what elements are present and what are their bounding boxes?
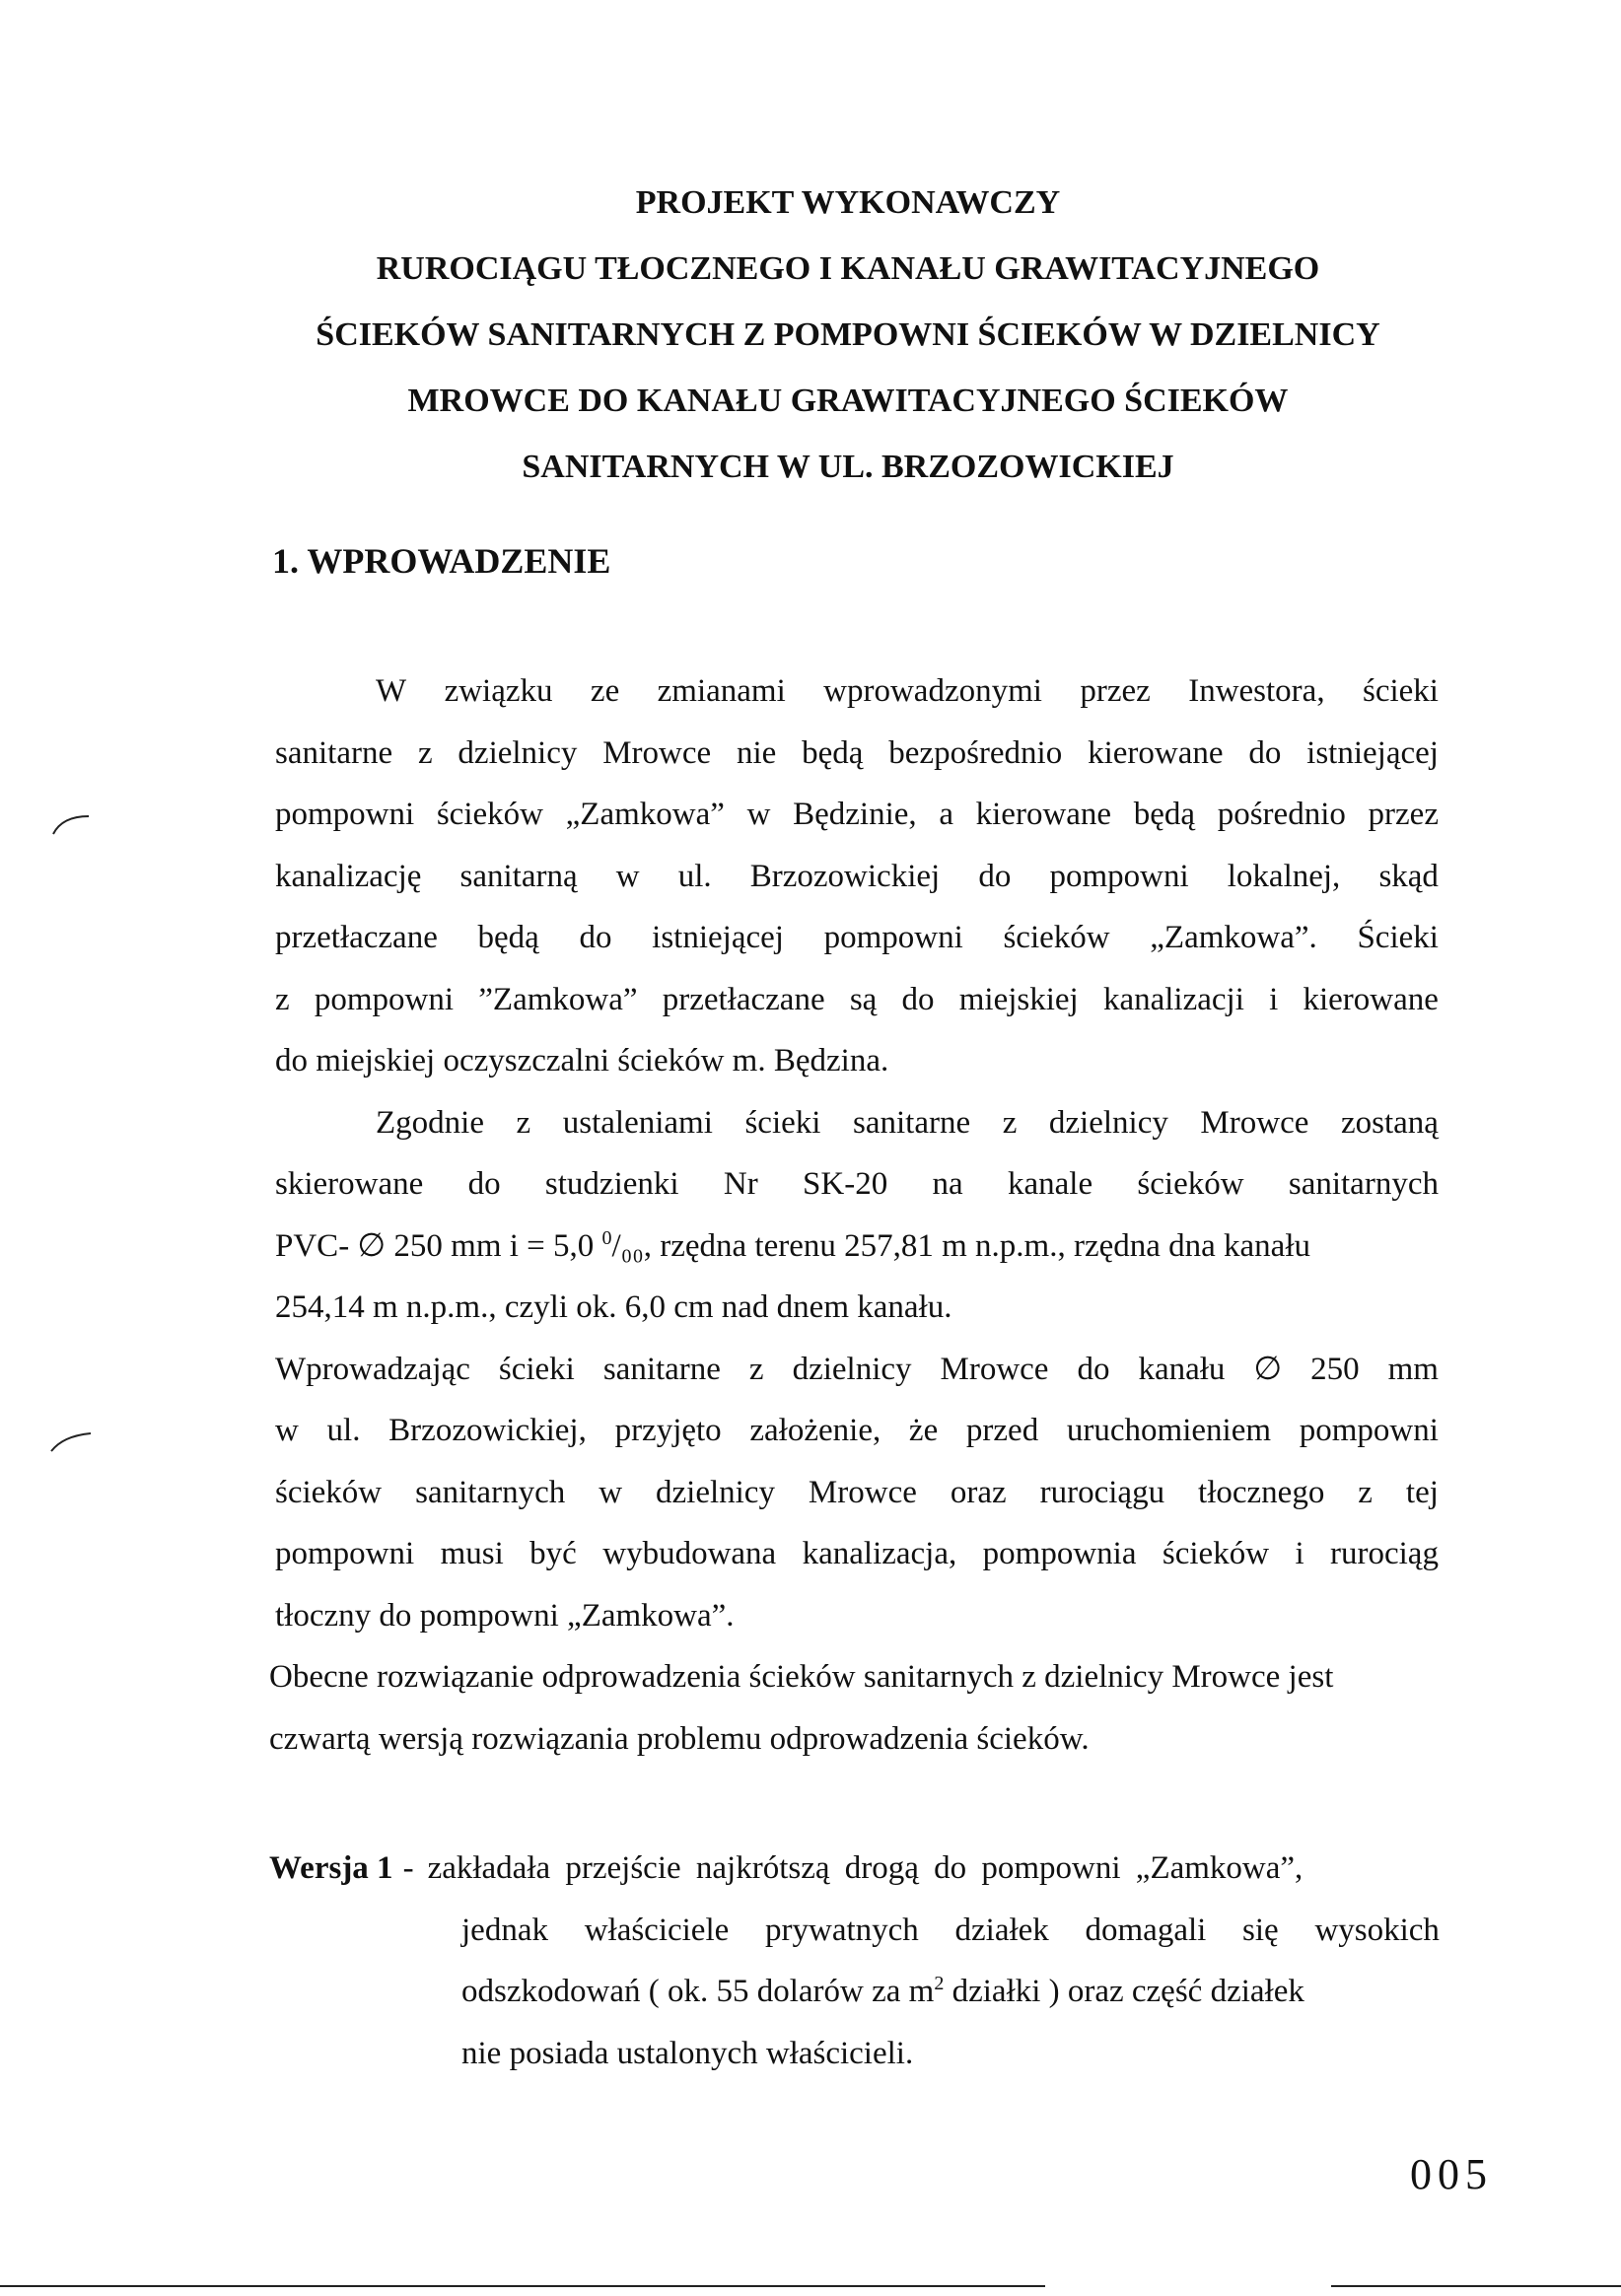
title-line: RUROCIĄGU TŁOCZNEGO I KANAŁU GRAWITACYJNEGO bbox=[376, 250, 1320, 287]
paragraph-line: w ul. Brzozowickiej, przyjęto założenie, że przed uruchomieniem pompowni bbox=[275, 1413, 1439, 1448]
paragraph-line: czwartą wersją rozwiązania problemu odprowadzenia ścieków. bbox=[269, 1720, 1090, 1757]
paragraph-line: pompowni musi być wybudowana kanalizacja, pompownia ścieków i rurociąg bbox=[275, 1536, 1439, 1571]
formula-after: , rzędna terenu 257,81 m n.p.m., rzędna dna kanału bbox=[643, 1227, 1310, 1264]
square-sup: 2 bbox=[934, 1973, 945, 1994]
title-line: MROWCE DO KANAŁU GRAWITACYJNEGO ŚCIEKÓW bbox=[407, 383, 1289, 419]
version-dash: - bbox=[402, 1850, 414, 1886]
bottom-scan-edge bbox=[0, 2285, 1045, 2287]
paragraph-line: z pompowni ”Zamkowa” przetłaczane są do miejskiej kanalizacji i kierowane bbox=[275, 981, 1439, 1017]
version-list bbox=[269, 1838, 1440, 2084]
paragraph-line: pompowni ścieków „Zamkowa” w Będzinie, a kierowane będą pośrednio przez bbox=[275, 797, 1439, 832]
paragraph-line: Wprowadzając ścieki sanitarne z dzielnicy Mrowce do kanału ∅ 250 mm bbox=[275, 1351, 1439, 1387]
version-line-sup bbox=[269, 1961, 1440, 2023]
paragraph-line: Zgodnie z ustaleniami ścieki sanitarne z dzielnicy Mrowce zostaną bbox=[376, 1104, 1439, 1141]
per-mille-sub: /₀₀ bbox=[611, 1227, 644, 1264]
title-line: SANITARNYCH W UL. BRZOZOWICKIEJ bbox=[522, 449, 1174, 485]
paragraph-line: ścieków sanitarnych w dzielnicy Mrowce oraz rurociągu tłocznego z tej bbox=[275, 1474, 1439, 1510]
paragraph-line: W związku ze zmianami wprowadzonymi przez Inwestora, ścieki bbox=[376, 673, 1439, 709]
version-first-line: zakładała przejście najkrótszą drogą do pompowni „Zamkowa”, bbox=[427, 1850, 1304, 1886]
paragraph-line: kanalizację sanitarną w ul. Brzozowickiej do pompowni lokalnej, skąd bbox=[275, 858, 1439, 894]
paragraph-line: skierowane do studzienki Nr SK-20 na kanale ścieków sanitarnych bbox=[275, 1166, 1439, 1202]
margin-mark-icon bbox=[47, 1426, 97, 1455]
margin-mark-icon bbox=[49, 808, 99, 838]
page-number: 005 bbox=[1410, 2150, 1493, 2198]
paragraph-line-formula bbox=[275, 1216, 1439, 1278]
version-line-before: odszkodowań ( ok. 55 dolarów za m bbox=[461, 1974, 935, 2009]
paragraph-line: do miejskiej oczyszczalni ścieków m. Będzina. bbox=[275, 1043, 889, 1078]
paragraph-line: 254,14 m n.p.m., czyli ok. 6,0 cm nad dnem kanału. bbox=[275, 1289, 952, 1325]
version-label: Wersja 1 bbox=[269, 1850, 393, 1886]
title-line: ŚCIEKÓW SANITARNYCH Z POMPOWNI ŚCIEKÓW W DZIELNICY bbox=[316, 316, 1380, 353]
section-heading: 1. WPROWADZENIE bbox=[272, 541, 611, 581]
formula-before: PVC- ∅ 250 mm i = 5,0 bbox=[275, 1227, 602, 1264]
paragraph-line: sanitarne z dzielnicy Mrowce nie będą bezpośrednio kierowane do istniejącej bbox=[275, 734, 1439, 771]
version-line-after: działki ) oraz część działek bbox=[944, 1974, 1304, 2009]
paragraph-line: Obecne rozwiązanie odprowadzenia ścieków sanitarnych z dzielnicy Mrowce jest bbox=[269, 1659, 1334, 1695]
paragraph-line: tłoczny do pompowni „Zamkowa”. bbox=[275, 1597, 735, 1634]
paragraph-line: przetłaczane będą do istniejącej pompowni ścieków „Zamkowa”. Ścieki bbox=[275, 920, 1439, 955]
version-line: nie posiada ustalonych właścicieli. bbox=[461, 2035, 914, 2071]
document-title bbox=[256, 170, 1440, 500]
title-line: PROJEKT WYKONAWCZY bbox=[635, 184, 1061, 221]
bottom-scan-edge bbox=[1331, 2285, 1621, 2287]
version-1-head bbox=[269, 1838, 1440, 1900]
formula-text bbox=[275, 1216, 1310, 1278]
version-line: jednak właściciele prywatnych działek domagali się wysokich bbox=[461, 1912, 1440, 1948]
per-mille-sup: 0 bbox=[601, 1226, 612, 1249]
body-text bbox=[269, 661, 1439, 1770]
